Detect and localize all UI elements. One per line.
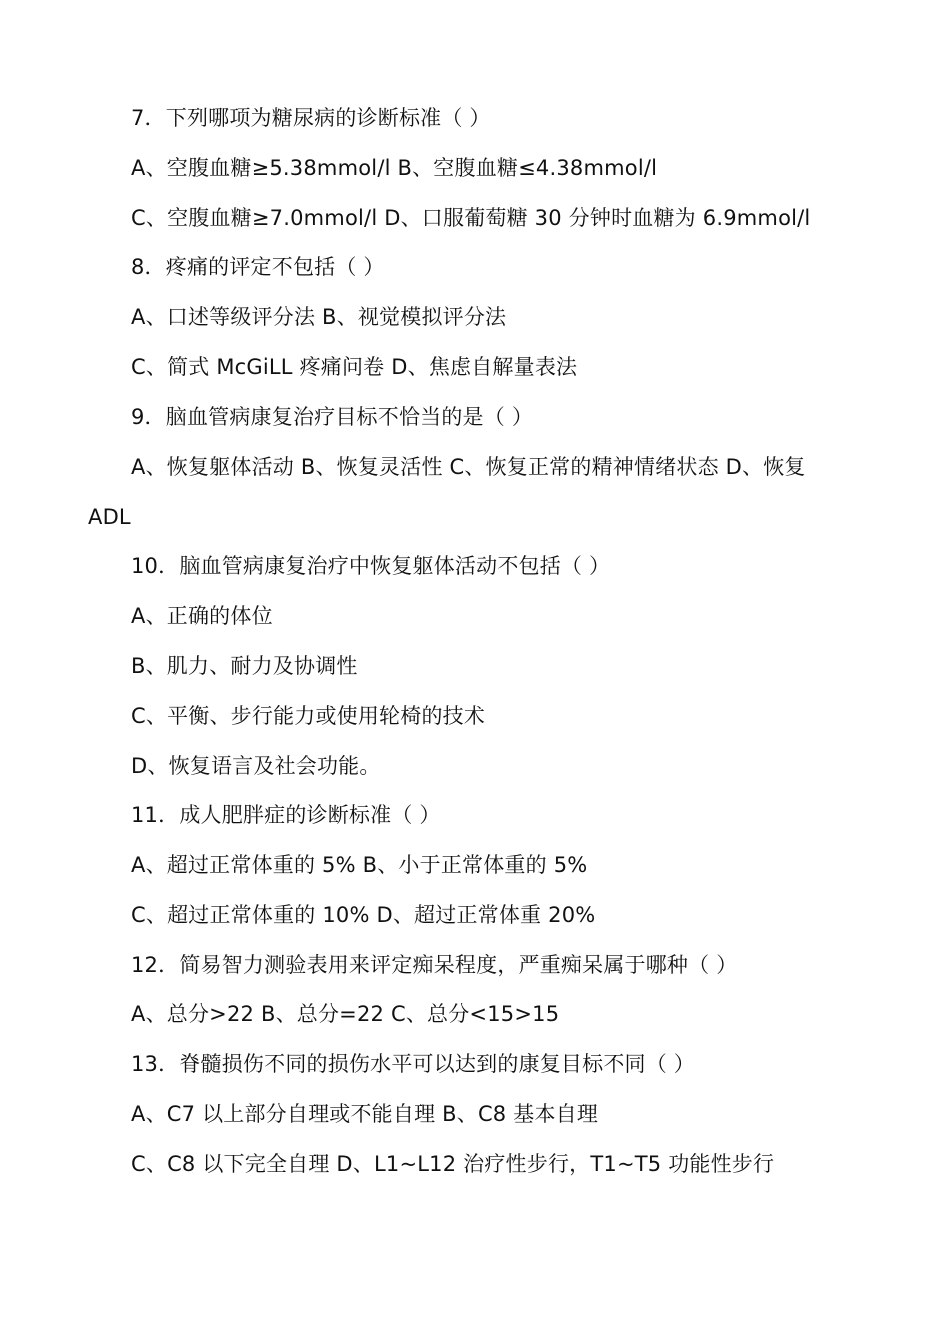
question-10-option-b: B、肌力、耐力及协调性 xyxy=(131,654,358,678)
question-8: 8．疼痛的评定不包括（ ） xyxy=(131,255,385,279)
question-10-option-a: A、正确的体位 xyxy=(131,604,273,628)
question-12: 12．简易智力测验表用来评定痴呆程度，严重痴呆属于哪种（ ） xyxy=(131,953,738,977)
question-9-options-continued: ADL xyxy=(88,505,131,529)
question-9-options: A、恢复躯体活动 B、恢复灵活性 C、恢复正常的精神情绪状态 D、恢复 xyxy=(131,455,806,479)
question-10-option-c: C、平衡、步行能力或使用轮椅的技术 xyxy=(131,704,486,728)
question-9: 9．脑血管病康复治疗目标不恰当的是（ ） xyxy=(131,405,534,429)
question-11: 11．成人肥胖症的诊断标准（ ） xyxy=(131,803,441,827)
question-13-options-cd: C、C8 以下完全自理 D、L1~L12 治疗性步行，T1~T5 功能性步行 xyxy=(131,1152,775,1176)
question-13: 13．脊髓损伤不同的损伤水平可以达到的康复目标不同（ ） xyxy=(131,1052,695,1076)
question-12-options: A、总分>22 B、总分=22 C、总分<15>15 xyxy=(131,1002,560,1026)
question-8-options-ab: A、口述等级评分法 B、视觉模拟评分法 xyxy=(131,305,507,329)
question-11-options-cd: C、超过正常体重的 10% D、超过正常体重 20% xyxy=(131,903,596,927)
question-7: 7．下列哪项为糖尿病的诊断标准（ ） xyxy=(131,106,491,130)
question-13-options-ab: A、C7 以上部分自理或不能自理 B、C8 基本自理 xyxy=(131,1102,599,1126)
question-10: 10．脑血管病康复治疗中恢复躯体活动不包括（ ） xyxy=(131,554,611,578)
question-11-options-ab: A、超过正常体重的 5% B、小于正常体重的 5% xyxy=(131,853,588,877)
question-10-option-d: D、恢复语言及社会功能。 xyxy=(131,754,381,778)
question-8-options-cd: C、简式 McGiLL 疼痛问卷 D、焦虑自解量表法 xyxy=(131,355,578,379)
question-7-options-cd: C、空腹血糖≥7.0mmol/l D、口服葡萄糖 30 分钟时血糖为 6.9mmol/l xyxy=(131,206,811,230)
question-7-options-ab: A、空腹血糖≥5.38mmol/l B、空腹血糖≤4.38mmol/l xyxy=(131,156,658,180)
